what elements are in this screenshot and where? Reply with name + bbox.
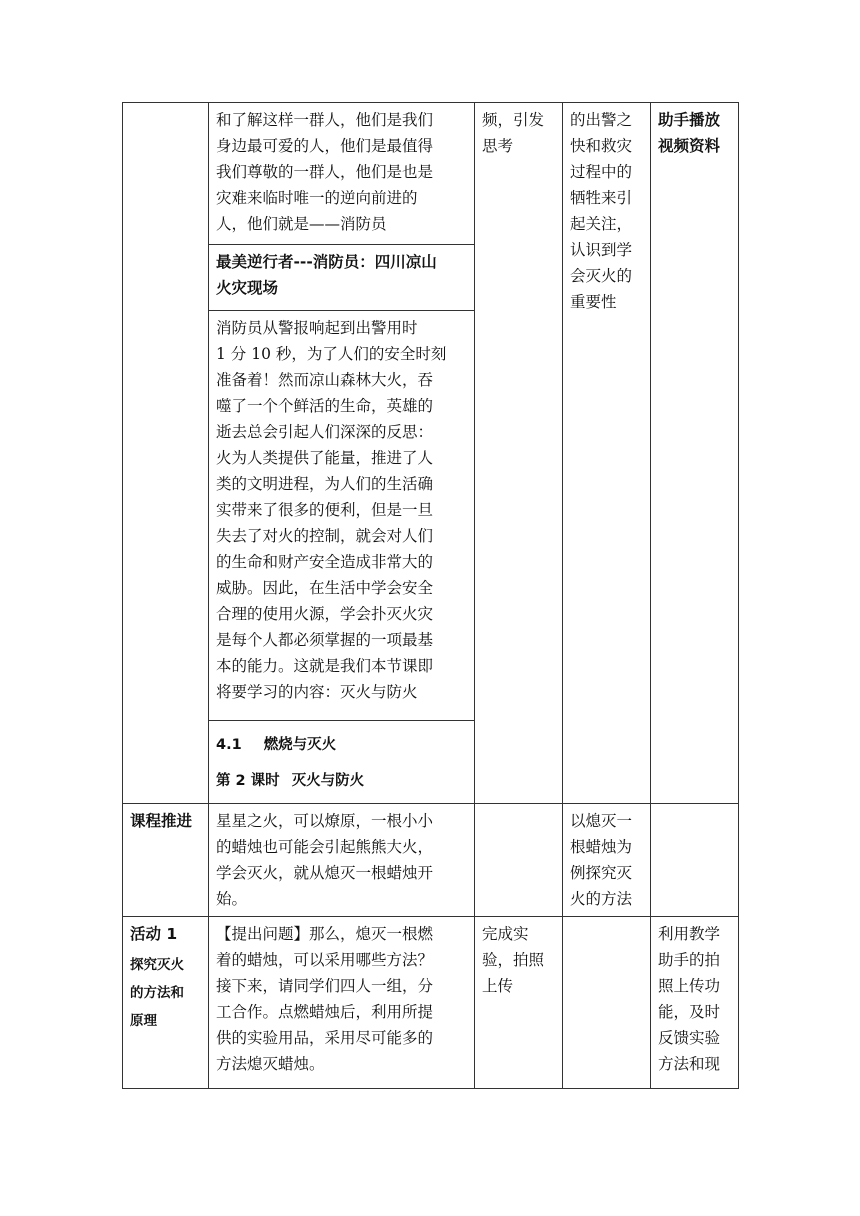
lesson-plan-table — [122, 102, 739, 1089]
text-line: 供的实验用品，采用尽可能多的 — [216, 1029, 434, 1047]
section-number: 4.1 — [216, 737, 242, 753]
video-title-line: 最美逆行者---消防员：四川凉山 — [216, 253, 437, 271]
text-line: 以熄灭一 — [570, 812, 633, 830]
text-line: 1 分 10 秒，为了人们的安全时刻 — [216, 345, 447, 363]
text-line: 灾难来临时唯一的逆向前进的 — [216, 189, 418, 207]
text-line: 和了解这样一群人，他们是我们 — [216, 111, 434, 129]
text-line: 我们尊敬的一群人，他们是也是 — [216, 163, 434, 181]
text-line: 失去了对火的控制，就会对人们 — [216, 527, 434, 545]
table-row-progress — [123, 804, 739, 917]
text-line: 本的能力。这就是我们本节课即 — [216, 657, 434, 675]
text-line: 利用教学 — [658, 925, 721, 943]
activity-subtitle-line: 原理 — [130, 1013, 157, 1029]
text-line: 实带来了很多的便利，但是一旦 — [216, 501, 434, 519]
text-line: 重要性 — [570, 293, 617, 311]
text-line: 消防员从警报响起到出警用时 — [216, 319, 418, 337]
text-line: 频，引发 — [482, 111, 545, 129]
text-line: 思考 — [482, 137, 514, 155]
text-line: 完成实 — [482, 925, 529, 943]
text-line: 视频资料 — [658, 137, 721, 155]
text-line: 过程中的 — [570, 163, 633, 181]
text-line: 验，拍照 — [482, 951, 545, 969]
text-line: 方法和现 — [658, 1055, 721, 1073]
activity-subtitle-line: 的方法和 — [130, 985, 184, 1001]
text-line: 【提出问题】那么，熄灭一根燃 — [216, 925, 434, 943]
student-activity-activity — [475, 917, 563, 1089]
reflection-cell — [209, 311, 475, 721]
stage-label-progress — [123, 804, 209, 917]
media-cell-activity — [651, 917, 739, 1089]
teacher-activity-intro — [209, 103, 475, 245]
table-row-activity — [123, 917, 739, 1089]
text-line: 反馈实验 — [658, 1029, 721, 1047]
teacher-activity-activity — [209, 917, 475, 1089]
text-line: 认识到学 — [570, 241, 633, 259]
text-line: 始。 — [216, 890, 248, 908]
media-cell-progress — [651, 804, 739, 917]
text-line: 方法熄灭蜡烛。 — [216, 1055, 325, 1073]
student-activity-progress — [475, 804, 563, 917]
text-line: 快和救灾 — [570, 137, 633, 155]
text-line: 星星之火，可以燎原，一根小小 — [216, 812, 434, 830]
stage-cell-empty — [123, 103, 209, 804]
design-intent-activity — [563, 917, 651, 1089]
stage-label-activity — [123, 917, 209, 1089]
section-heading — [216, 727, 468, 763]
text-line: 的蜡烛也可能会引起熊熊大火， — [216, 838, 434, 856]
text-line: 牺牲来引 — [570, 189, 633, 207]
text-line: 人，他们就是——消防员 — [216, 215, 387, 233]
text-line: 噬了一个个鲜活的生命，英雄的 — [216, 397, 434, 415]
text-line: 根蜡烛为 — [570, 838, 633, 856]
teacher-activity-progress — [209, 804, 475, 917]
text-line: 威胁。因此，在生活中学会安全 — [216, 579, 434, 597]
design-intent-intro — [563, 103, 651, 804]
design-intent-progress — [563, 804, 651, 917]
text-line: 准备着！然而凉山森林大火，吞 — [216, 371, 434, 389]
text-line: 着的蜡烛，可以采用哪些方法？ — [216, 951, 434, 969]
text-line: 火为人类提供了能量，推进了人 — [216, 449, 434, 467]
text-line: 能，及时 — [658, 1003, 721, 1021]
text-line: 的生命和财产安全造成非常大的 — [216, 553, 434, 571]
text-line: 会灭火的 — [570, 267, 633, 285]
text-line: 接下来，请同学们四人一组，分 — [216, 977, 434, 995]
media-cell-intro — [651, 103, 739, 804]
text-line: 工合作。点燃蜡烛后，利用所提 — [216, 1003, 434, 1021]
lesson-heading — [216, 763, 468, 799]
video-title-cell — [209, 245, 475, 311]
text-line: 照上传功 — [658, 977, 721, 995]
text-line: 是每个人都必须掌握的一项最基 — [216, 631, 434, 649]
topic-cell — [209, 721, 475, 804]
lesson-number: 第 2 课时 — [216, 773, 280, 789]
activity-subtitle-line: 探究灭火 — [130, 957, 184, 973]
text-line: 学会灭火，就从熄灭一根蜡烛开 — [216, 864, 434, 882]
text-line: 将要学习的内容：灭火与防火 — [216, 683, 418, 701]
text-line: 合理的使用火源，学会扑灭火灾 — [216, 605, 434, 623]
text-line: 火的方法 — [570, 890, 633, 908]
text-line: 类的文明进程，为人们的生活确 — [216, 475, 434, 493]
text-line: 的出警之 — [570, 111, 633, 129]
text-line: 逝去总会引起人们深深的反思： — [216, 423, 434, 441]
text-line: 上传 — [482, 977, 514, 995]
stage-label: 课程推进 — [130, 812, 193, 830]
text-line: 助手的拍 — [658, 951, 721, 969]
text-line: 起关注， — [570, 215, 633, 233]
table-row-intro — [123, 103, 739, 245]
student-activity-intro — [475, 103, 563, 804]
text-line: 助手播放 — [658, 111, 721, 129]
text-line: 例探究灭 — [570, 864, 633, 882]
lesson-title: 灭火与防火 — [291, 773, 365, 789]
section-title: 燃烧与灭火 — [263, 737, 337, 753]
text-line: 身边最可爱的人，他们是最值得 — [216, 137, 434, 155]
activity-title: 活动 1 — [130, 925, 178, 943]
video-title-line: 火灾现场 — [216, 279, 279, 297]
